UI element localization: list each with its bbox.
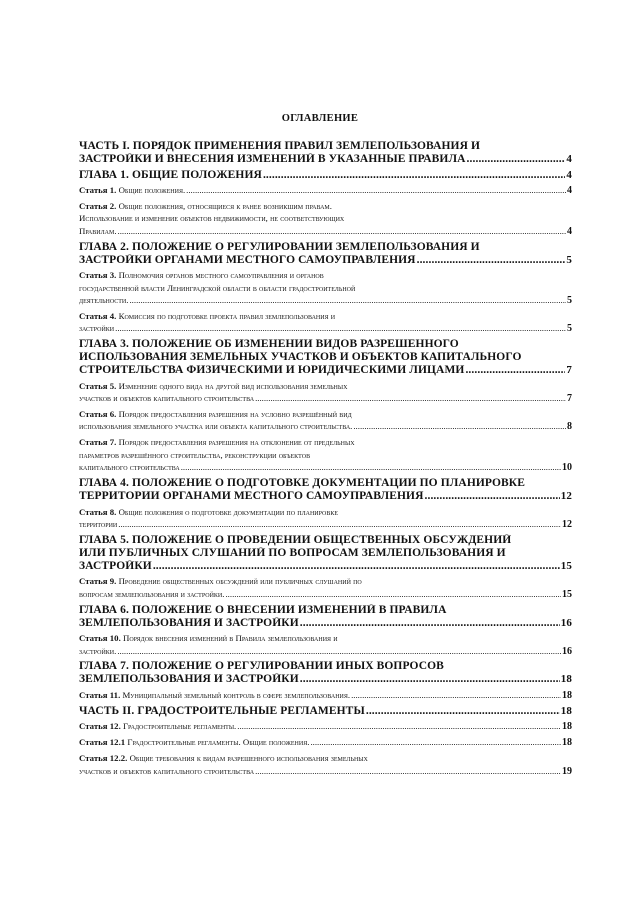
entry-text: Проведение общественных обсуждений или публичных слушаний по bbox=[118, 576, 362, 587]
entry-text: Порядок внесения изменений в Правила землепользования и bbox=[122, 633, 338, 644]
dot-leader bbox=[467, 153, 566, 166]
page-number: 12 bbox=[560, 490, 572, 502]
entry-text: ЗЕМЛЕПОЛЬЗОВАНИЯ И ЗАСТРОЙКИ bbox=[79, 673, 299, 686]
dot-leader bbox=[300, 673, 560, 686]
table-of-contents bbox=[79, 140, 572, 780]
entry-text: ЗАСТРОЙКИ bbox=[79, 559, 152, 572]
entry-text: ГЛАВА 1. ОБЩИЕ ПОЛОЖЕНИЯ bbox=[79, 168, 262, 181]
article-label: Статья 6. bbox=[79, 408, 117, 419]
toc-entry-line bbox=[79, 720, 572, 733]
entry-text: параметров разрешённого строительства, реконструкции объектов bbox=[79, 449, 311, 460]
page-number: 4 bbox=[566, 153, 572, 165]
toc-entry-line bbox=[79, 153, 572, 166]
toc-entry-line bbox=[79, 588, 572, 601]
toc-entry-part[interactable] bbox=[79, 705, 572, 718]
entry-text: государственной власти Ленинградской области в области градостроительной bbox=[79, 282, 356, 293]
toc-entry-chapter[interactable] bbox=[79, 477, 572, 503]
toc-entry-line bbox=[79, 736, 572, 749]
toc-entry-line bbox=[79, 338, 572, 351]
article-label: Статья 9. bbox=[79, 576, 117, 587]
entry-text: использования земельного участка или объекта капитального строительства. bbox=[79, 421, 353, 432]
page-number: 15 bbox=[560, 559, 572, 572]
toc-entry-line bbox=[79, 575, 572, 587]
toc-entry-chapter[interactable] bbox=[79, 241, 572, 267]
toc-entry-line bbox=[79, 449, 572, 461]
toc-entry-line bbox=[79, 254, 572, 267]
toc-entry-article[interactable] bbox=[79, 200, 572, 238]
page-number: 5 bbox=[567, 323, 572, 335]
toc-entry-article[interactable] bbox=[79, 310, 572, 336]
dot-leader bbox=[129, 294, 566, 306]
toc-entry-line bbox=[79, 200, 572, 212]
dot-leader bbox=[353, 420, 566, 432]
toc-entry-article[interactable] bbox=[79, 436, 572, 474]
toc-entry-article[interactable] bbox=[79, 632, 572, 658]
toc-entry-line bbox=[79, 518, 572, 531]
toc-entry-line bbox=[79, 184, 572, 197]
dot-leader bbox=[351, 689, 561, 701]
entry-text: Общие требования к видам разрешенного использования земельных bbox=[129, 753, 368, 764]
page-number: 18 bbox=[562, 737, 572, 749]
toc-entry-line bbox=[79, 322, 572, 335]
toc-entry-line bbox=[79, 752, 572, 764]
entry-text: ЗАСТРОЙКИ И ВНЕСЕНИЯ ИЗМЕНЕНИЙ В УКАЗАННЫЕ ПРАВИЛА bbox=[79, 153, 466, 165]
article-label: Статья 12. bbox=[79, 721, 121, 732]
entry-text: ГЛАВА 6. ПОЛОЖЕНИЕ О ВНЕСЕНИИ ИЗМЕНЕНИЙ В ПРАВИЛА bbox=[79, 603, 447, 616]
entry-text: Порядок предоставления разрешения на условно разрешённый вид bbox=[118, 408, 352, 419]
entry-text: Изменение одного вида на другой вид использования земельных bbox=[118, 380, 348, 391]
entry-text: капитального строительства bbox=[79, 462, 180, 473]
toc-entry-line bbox=[79, 282, 572, 294]
toc-entry-article[interactable] bbox=[79, 408, 572, 434]
toc-entry-line bbox=[79, 408, 572, 420]
page-number: 8 bbox=[567, 421, 572, 433]
page-number: 5 bbox=[567, 294, 572, 306]
toc-entry-line bbox=[79, 689, 572, 702]
page-number: 4 bbox=[567, 225, 572, 237]
article-label: Статья 11. bbox=[79, 689, 121, 700]
page-number: 10 bbox=[562, 462, 572, 474]
article-label: Статья 12.2. bbox=[79, 753, 128, 764]
entry-text: участков и объектов капитального строительства bbox=[79, 765, 255, 776]
toc-entry-line bbox=[79, 604, 572, 617]
dot-leader bbox=[425, 490, 560, 503]
entry-text: ГЛАВА 7. ПОЛОЖЕНИЕ О РЕГУЛИРОВАНИИ ИНЫХ ВОПРОСОВ bbox=[79, 660, 444, 673]
entry-text: ГЛАВА 4. ПОЛОЖЕНИЕ О ПОДГОТОВКЕ ДОКУМЕНТАЦИИ ПО ПЛАНИРОВКЕ bbox=[79, 477, 525, 489]
entry-text: Правилам. bbox=[79, 225, 117, 236]
dot-leader bbox=[117, 645, 561, 657]
toc-entry-chapter[interactable] bbox=[79, 169, 572, 182]
toc-entry-chapter[interactable] bbox=[79, 534, 572, 573]
toc-entry-line bbox=[79, 617, 572, 630]
toc-entry-chapter[interactable] bbox=[79, 660, 572, 686]
article-label: Статья 1. bbox=[79, 185, 117, 195]
toc-entry-line bbox=[79, 310, 572, 322]
entry-text: Общие положения. bbox=[118, 185, 186, 195]
toc-entry-article[interactable] bbox=[79, 506, 572, 532]
page-number: 7 bbox=[566, 364, 572, 377]
toc-entry-line bbox=[79, 645, 572, 658]
toc-entry-article[interactable] bbox=[79, 269, 572, 307]
article-label: Статья 8. bbox=[79, 506, 117, 517]
entry-text: ЧАСТЬ I. ПОРЯДОК ПРИМЕНЕНИЯ ПРАВИЛ ЗЕМЛЕПОЛЬЗОВАНИЯ И bbox=[79, 140, 481, 152]
entry-text: ЗАСТРОЙКИ ОРГАНАМИ МЕСТНОГО САМОУПРАВЛЕНИЯ bbox=[79, 253, 416, 266]
dot-leader bbox=[237, 720, 561, 732]
page-number: 12 bbox=[562, 518, 572, 530]
toc-entry-line bbox=[79, 169, 572, 182]
dot-leader bbox=[255, 392, 566, 404]
entry-text: ТЕРРИТОРИИ ОРГАНАМИ МЕСТНОГО САМОУПРАВЛЕНИЯ bbox=[79, 490, 424, 502]
entry-text: ИСПОЛЬЗОВАНИЯ ЗЕМЕЛЬНЫХ УЧАСТКОВ И ОБЪЕКТОВ КАПИТАЛЬНОГО bbox=[79, 351, 522, 364]
article-label: Статья 5. bbox=[79, 380, 117, 391]
page-number: 15 bbox=[562, 588, 572, 600]
entry-text: СТРОИТЕЛЬСТВА ФИЗИЧЕСКИМИ И ЮРИДИЧЕСКИМИ ЛИЦАМИ bbox=[79, 364, 465, 377]
entry-text: Общие положения о подготовке документации по планировке bbox=[118, 506, 339, 517]
article-label: Статья 12.1 bbox=[79, 737, 126, 748]
entry-text: Комиссия по подготовке проекта правил землепользования и bbox=[118, 310, 336, 321]
dot-leader bbox=[118, 225, 566, 237]
toc-entry-line bbox=[79, 477, 572, 490]
dot-leader bbox=[366, 705, 560, 718]
article-label: Статья 3. bbox=[79, 270, 117, 281]
entry-text: участков и объектов капитального строительства bbox=[79, 393, 255, 404]
dot-leader bbox=[300, 617, 560, 630]
entry-text: Использование и изменение объектов недвижимости, не соответствующих bbox=[79, 213, 345, 224]
toc-entry-line bbox=[79, 506, 572, 518]
entry-text: ИЛИ ПУБЛИЧНЫХ СЛУШАНИЙ ПО ВОПРОСАМ ЗЕМЛЕПОЛЬЗОВАНИЯ И bbox=[79, 546, 506, 559]
article-label: Статья 7. bbox=[79, 437, 117, 448]
dot-leader bbox=[153, 560, 560, 573]
toc-entry-line bbox=[79, 269, 572, 281]
entry-text: Градостроительные регламенты. Общие положения. bbox=[127, 737, 310, 748]
toc-entry-part[interactable] bbox=[79, 140, 572, 166]
page-number: 16 bbox=[562, 645, 572, 657]
toc-entry-article[interactable] bbox=[79, 380, 572, 406]
page-number: 19 bbox=[562, 765, 572, 777]
article-label: Статья 10. bbox=[79, 633, 121, 644]
dot-leader bbox=[225, 588, 561, 600]
toc-entry-line bbox=[79, 140, 572, 153]
entry-text: застройки bbox=[79, 323, 115, 334]
toc-entry-line bbox=[79, 560, 572, 573]
toc-entry-line bbox=[79, 225, 572, 238]
toc-entry-line bbox=[79, 420, 572, 433]
page-number: 5 bbox=[566, 253, 572, 266]
article-label: Статья 4. bbox=[79, 310, 117, 321]
toc-entry-line bbox=[79, 461, 572, 474]
dot-leader bbox=[310, 736, 561, 748]
dot-leader bbox=[181, 461, 561, 473]
entry-text: территории bbox=[79, 518, 118, 529]
toc-entry-line bbox=[79, 705, 572, 718]
toc-entry-article[interactable] bbox=[79, 752, 572, 778]
page-number: 18 bbox=[560, 704, 572, 717]
entry-text: ГЛАВА 3. ПОЛОЖЕНИЕ ОБ ИЗМЕНЕНИИ ВИДОВ РАЗРЕШЕННОГО bbox=[79, 338, 459, 351]
toc-entry-line bbox=[79, 547, 572, 560]
toc-entry-line bbox=[79, 632, 572, 644]
toc-entry-line bbox=[79, 765, 572, 778]
entry-text: Градостроительные регламенты. bbox=[122, 721, 237, 732]
page-number: 18 bbox=[562, 689, 572, 701]
toc-entry-line bbox=[79, 212, 572, 224]
page-number: 4 bbox=[566, 168, 572, 181]
dot-leader bbox=[255, 765, 561, 777]
dot-leader bbox=[115, 322, 566, 334]
dot-leader bbox=[417, 254, 566, 267]
entry-text: Полномочия органов местного самоуправления и органов bbox=[118, 270, 324, 281]
toc-entry-article[interactable] bbox=[79, 736, 572, 749]
entry-text: Муниципальный земельный контроль в сфере землепользования. bbox=[122, 689, 351, 700]
toc-entry-line bbox=[79, 673, 572, 686]
entry-text: ГЛАВА 2. ПОЛОЖЕНИЕ О РЕГУЛИРОВАНИИ ЗЕМЛЕПОЛЬЗОВАНИЯ И bbox=[79, 240, 480, 253]
toc-entry-line bbox=[79, 241, 572, 254]
toc-entry-article[interactable] bbox=[79, 689, 572, 702]
page-number: 18 bbox=[562, 721, 572, 733]
entry-text: ЗЕМЛЕПОЛЬЗОВАНИЯ И ЗАСТРОЙКИ bbox=[79, 616, 299, 629]
toc-entry-chapter[interactable] bbox=[79, 338, 572, 377]
toc-entry-line bbox=[79, 392, 572, 405]
entry-text: Общие положения, относящиеся к ранее возникшим правам. bbox=[118, 200, 332, 211]
toc-entry-chapter[interactable] bbox=[79, 604, 572, 630]
toc-entry-line bbox=[79, 364, 572, 377]
toc-entry-line bbox=[79, 351, 572, 364]
toc-entry-line bbox=[79, 534, 572, 547]
toc-entry-article[interactable] bbox=[79, 720, 572, 733]
article-label: Статья 2. bbox=[79, 200, 117, 211]
dot-leader bbox=[118, 518, 561, 530]
toc-entry-line bbox=[79, 380, 572, 392]
page-number: 4 bbox=[567, 185, 572, 196]
toc-entry-article[interactable] bbox=[79, 184, 572, 197]
toc-entry-line bbox=[79, 294, 572, 307]
entry-text: вопросам землепользования и застройки. bbox=[79, 588, 225, 599]
toc-title: ОГЛАВЛЕНИЕ bbox=[281, 113, 359, 124]
dot-leader bbox=[186, 184, 566, 196]
toc-entry-line bbox=[79, 660, 572, 673]
entry-text: ГЛАВА 5. ПОЛОЖЕНИЕ О ПРОВЕДЕНИИ ОБЩЕСТВЕННЫХ ОБСУЖДЕНИЙ bbox=[79, 533, 512, 546]
toc-entry-line bbox=[79, 490, 572, 503]
page-number: 16 bbox=[560, 616, 572, 629]
page-number: 7 bbox=[567, 393, 572, 405]
page-number: 18 bbox=[560, 673, 572, 686]
dot-leader bbox=[263, 169, 565, 182]
toc-entry-line bbox=[79, 436, 572, 448]
entry-text: Порядок предоставления разрешения на отклонение от предельных bbox=[118, 437, 355, 448]
entry-text: ЧАСТЬ II. ГРАДОСТРОИТЕЛЬНЫЕ РЕГЛАМЕНТЫ bbox=[79, 704, 365, 717]
entry-text: застройки. bbox=[79, 645, 117, 656]
toc-entry-article[interactable] bbox=[79, 575, 572, 601]
entry-text: деятельности. bbox=[79, 294, 129, 305]
dot-leader bbox=[465, 364, 565, 377]
